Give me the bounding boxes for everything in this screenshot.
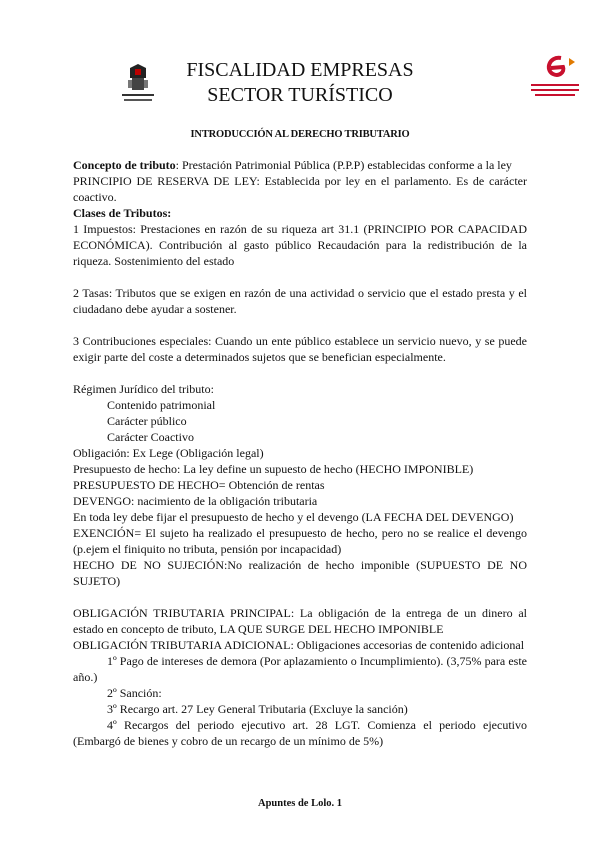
regimen-item: Contenido patrimonial — [107, 398, 216, 412]
adicional-item-4: 4º Recargos del periodo ejecutivo art. 28 LGT. Comienza el periodo ejecutivo (Embargó de bienes y cobro de un recargo de un mínimo de 5%) — [73, 718, 527, 748]
class-tasas: 2 Tasas: Tributos que se exigen en razón de una actividad o servicio que el estado presta y el ciudadano debe ayudar a sostener. — [73, 286, 527, 316]
ley-line: En toda ley debe fijar el presupuesto de hecho y el devengo (LA FECHA DEL DEVENGO) — [73, 510, 514, 524]
regimen-item: Carácter público — [107, 414, 187, 428]
class-impuestos: 1 Impuestos: Prestaciones en razón de su riqueza art 31.1 (PRINCIPIO POR CAPACIDAD ECONÓMICA). Contribución al gasto público Recaudación para la redistribución de la riqueza. Sostenimiento del estado — [73, 222, 527, 268]
adicional-item-1: 1º Pago de intereses de demora (Por aplazamiento o Incumplimiento). (3,75% para este año.) — [73, 654, 527, 684]
adicional-item-3: 3º Recargo art. 27 Ley General Tributaria (Excluye la sanción) — [107, 702, 408, 716]
page-footer: Apuntes de Lolo. 1 — [257, 798, 342, 809]
page-header — [0, 52, 600, 122]
adicional-item-2: 2º Sanción: — [107, 686, 162, 700]
obligacion-principal: OBLIGACIÓN TRIBUTARIA PRINCIPAL: La obligación de la entrega de un dinero al estado en concepto de tributo, LA QUE SURGE DEL HECHO IMPONIBLE — [73, 606, 527, 636]
devengo-line: DEVENGO: nacimiento de la obligación tributaria — [73, 494, 318, 508]
regimen-heading: Régimen Jurídico del tributo: — [73, 382, 214, 396]
classes-heading: Clases de Tributos: — [73, 206, 172, 220]
obligacion-adicional: OBLIGACIÓN TRIBUTARIA ADICIONAL: Obligaciones accesorias de contenido adicional — [73, 638, 525, 652]
exencion-paragraph: EXENCIÓN= El sujeto ha realizado el presupuesto de hecho, pero no se realice el devengo (p.ejem el finiquito no tributa, pensión por incapacidad) — [73, 526, 527, 556]
concept-paragraph — [73, 157, 527, 173]
reserve-principle: PRINCIPIO DE RESERVA DE LEY: Establecida por ley en el parlamento. Es de carácter coactivo. — [73, 174, 527, 204]
university-logo — [118, 62, 158, 106]
section-title: INTRODUCCIÓN AL DERECHO TRIBUTARIO — [190, 129, 410, 140]
presupuesto-line-2: PRESUPUESTO DE HECHO= Obtención de rentas — [73, 478, 325, 492]
class-contribuciones: 3 Contribuciones especiales: Cuando un ente público establece un servicio nuevo, y se puede exigir parte del coste a determinados sujetos que se benefician especialmente. — [73, 334, 527, 364]
presupuesto-line: Presupuesto de hecho: La ley define un supuesto de hecho (HECHO IMPONIBLE) — [73, 462, 474, 476]
concept-text: : Prestación Patrimonial Pública (P.P.P) establecidas conforme a la ley — [175, 158, 512, 172]
page-title: FISCALIDAD EMPRESAS SECTOR TURÍSTICO — [186, 59, 414, 106]
concept-label: Concepto de tributo — [73, 158, 176, 172]
no-sujecion-paragraph: HECHO DE NO SUJECIÓN:No realización de hecho imponible (SUPUESTO DE NO SUJETO) — [73, 558, 527, 588]
school-logo — [525, 54, 585, 104]
obligacion-line: Obligación: Ex Lege (Obligación legal) — [73, 446, 264, 460]
document-body — [73, 157, 527, 749]
regimen-item: Carácter Coactivo — [107, 430, 194, 444]
